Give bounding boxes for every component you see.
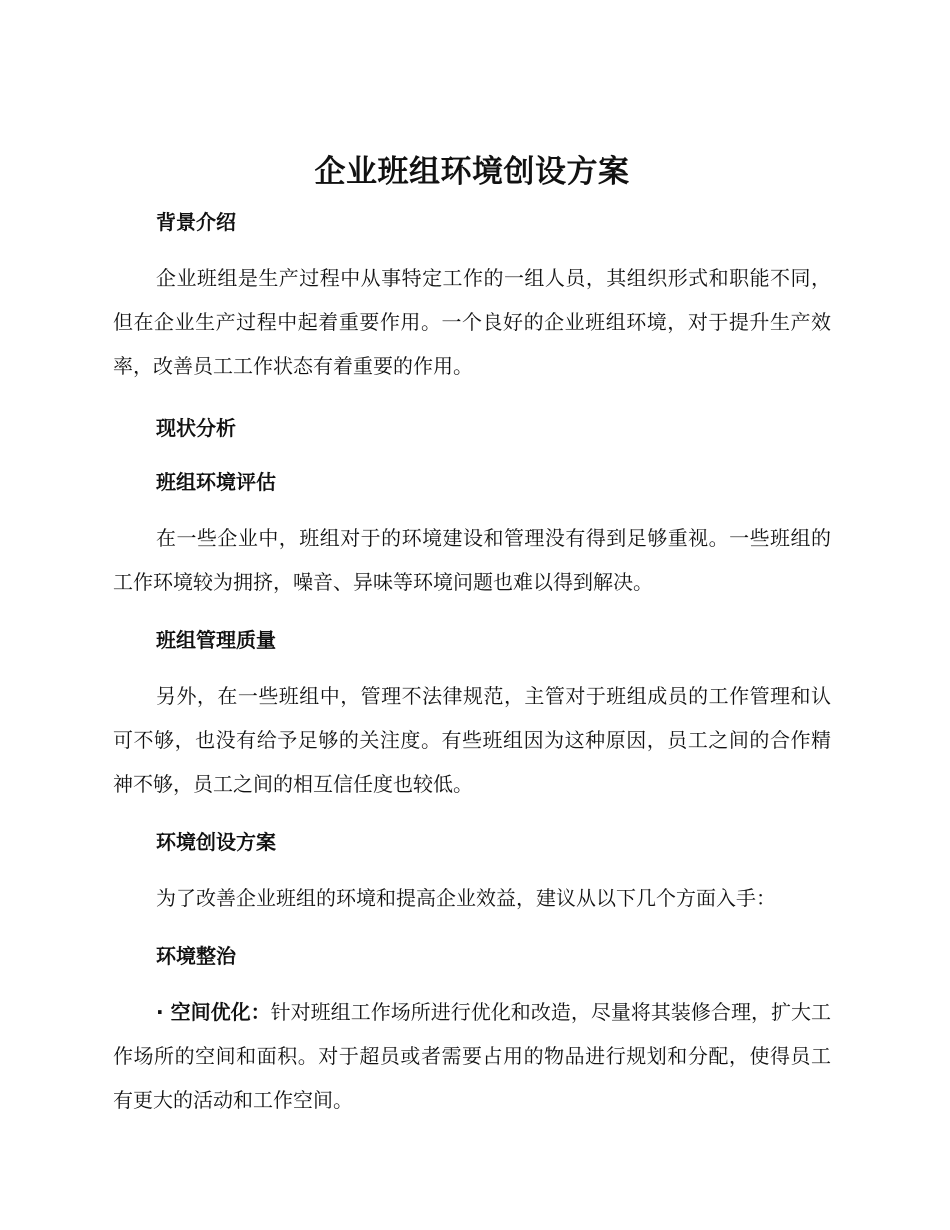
document-page [113, 148, 831, 1122]
heading-background: 背景介绍 [156, 210, 236, 234]
heading-remediation: 环境整治 [156, 944, 236, 968]
paragraph-background: 企业班组是生产过程中从事特定工作的一组人员，其组织形式和职能不同，但在企业生产过程中起着重要作用。一个良好的企业班组环境，对于提升生产效率，改善员工工作状态有着重要的作用。 [113, 266, 831, 378]
paragraph-environment-eval: 在一些企业中，班组对于的环境建设和管理没有得到足够重视。一些班组的工作环境较为拥挤，噪音、异味等环境问题也难以得到解决。 [113, 526, 831, 594]
heading-plan: 环境创设方案 [156, 830, 276, 854]
paragraph-management-quality: 另外，在一些班组中，管理不法律规范，主管对于班组成员的工作管理和认可不够，也没有给予足够的关注度。有些班组因为这种原因，员工之间的合作精神不够，员工之间的相互信任度也较低。 [113, 684, 831, 796]
heading-environment-eval: 班组环境评估 [156, 470, 276, 494]
bullet-label: · 空间优化： [156, 1000, 271, 1024]
heading-analysis: 现状分析 [156, 416, 236, 440]
bullet-space-optimization [113, 990, 831, 1122]
document-title: 企业班组环境创设方案 [314, 154, 630, 190]
paragraph-plan: 为了改善企业班组的环境和提高企业效益，建议从以下几个方面入手： [156, 886, 776, 910]
heading-management-quality: 班组管理质量 [156, 628, 276, 652]
bullet-text: 针对班组工作场所进行优化和改造，尽量将其装修合理，扩大工作场所的空间和面积。对于超员或者需要占用的物品进行规划和分配，使得员工有更大的活动和工作空间。 [113, 1000, 831, 1112]
